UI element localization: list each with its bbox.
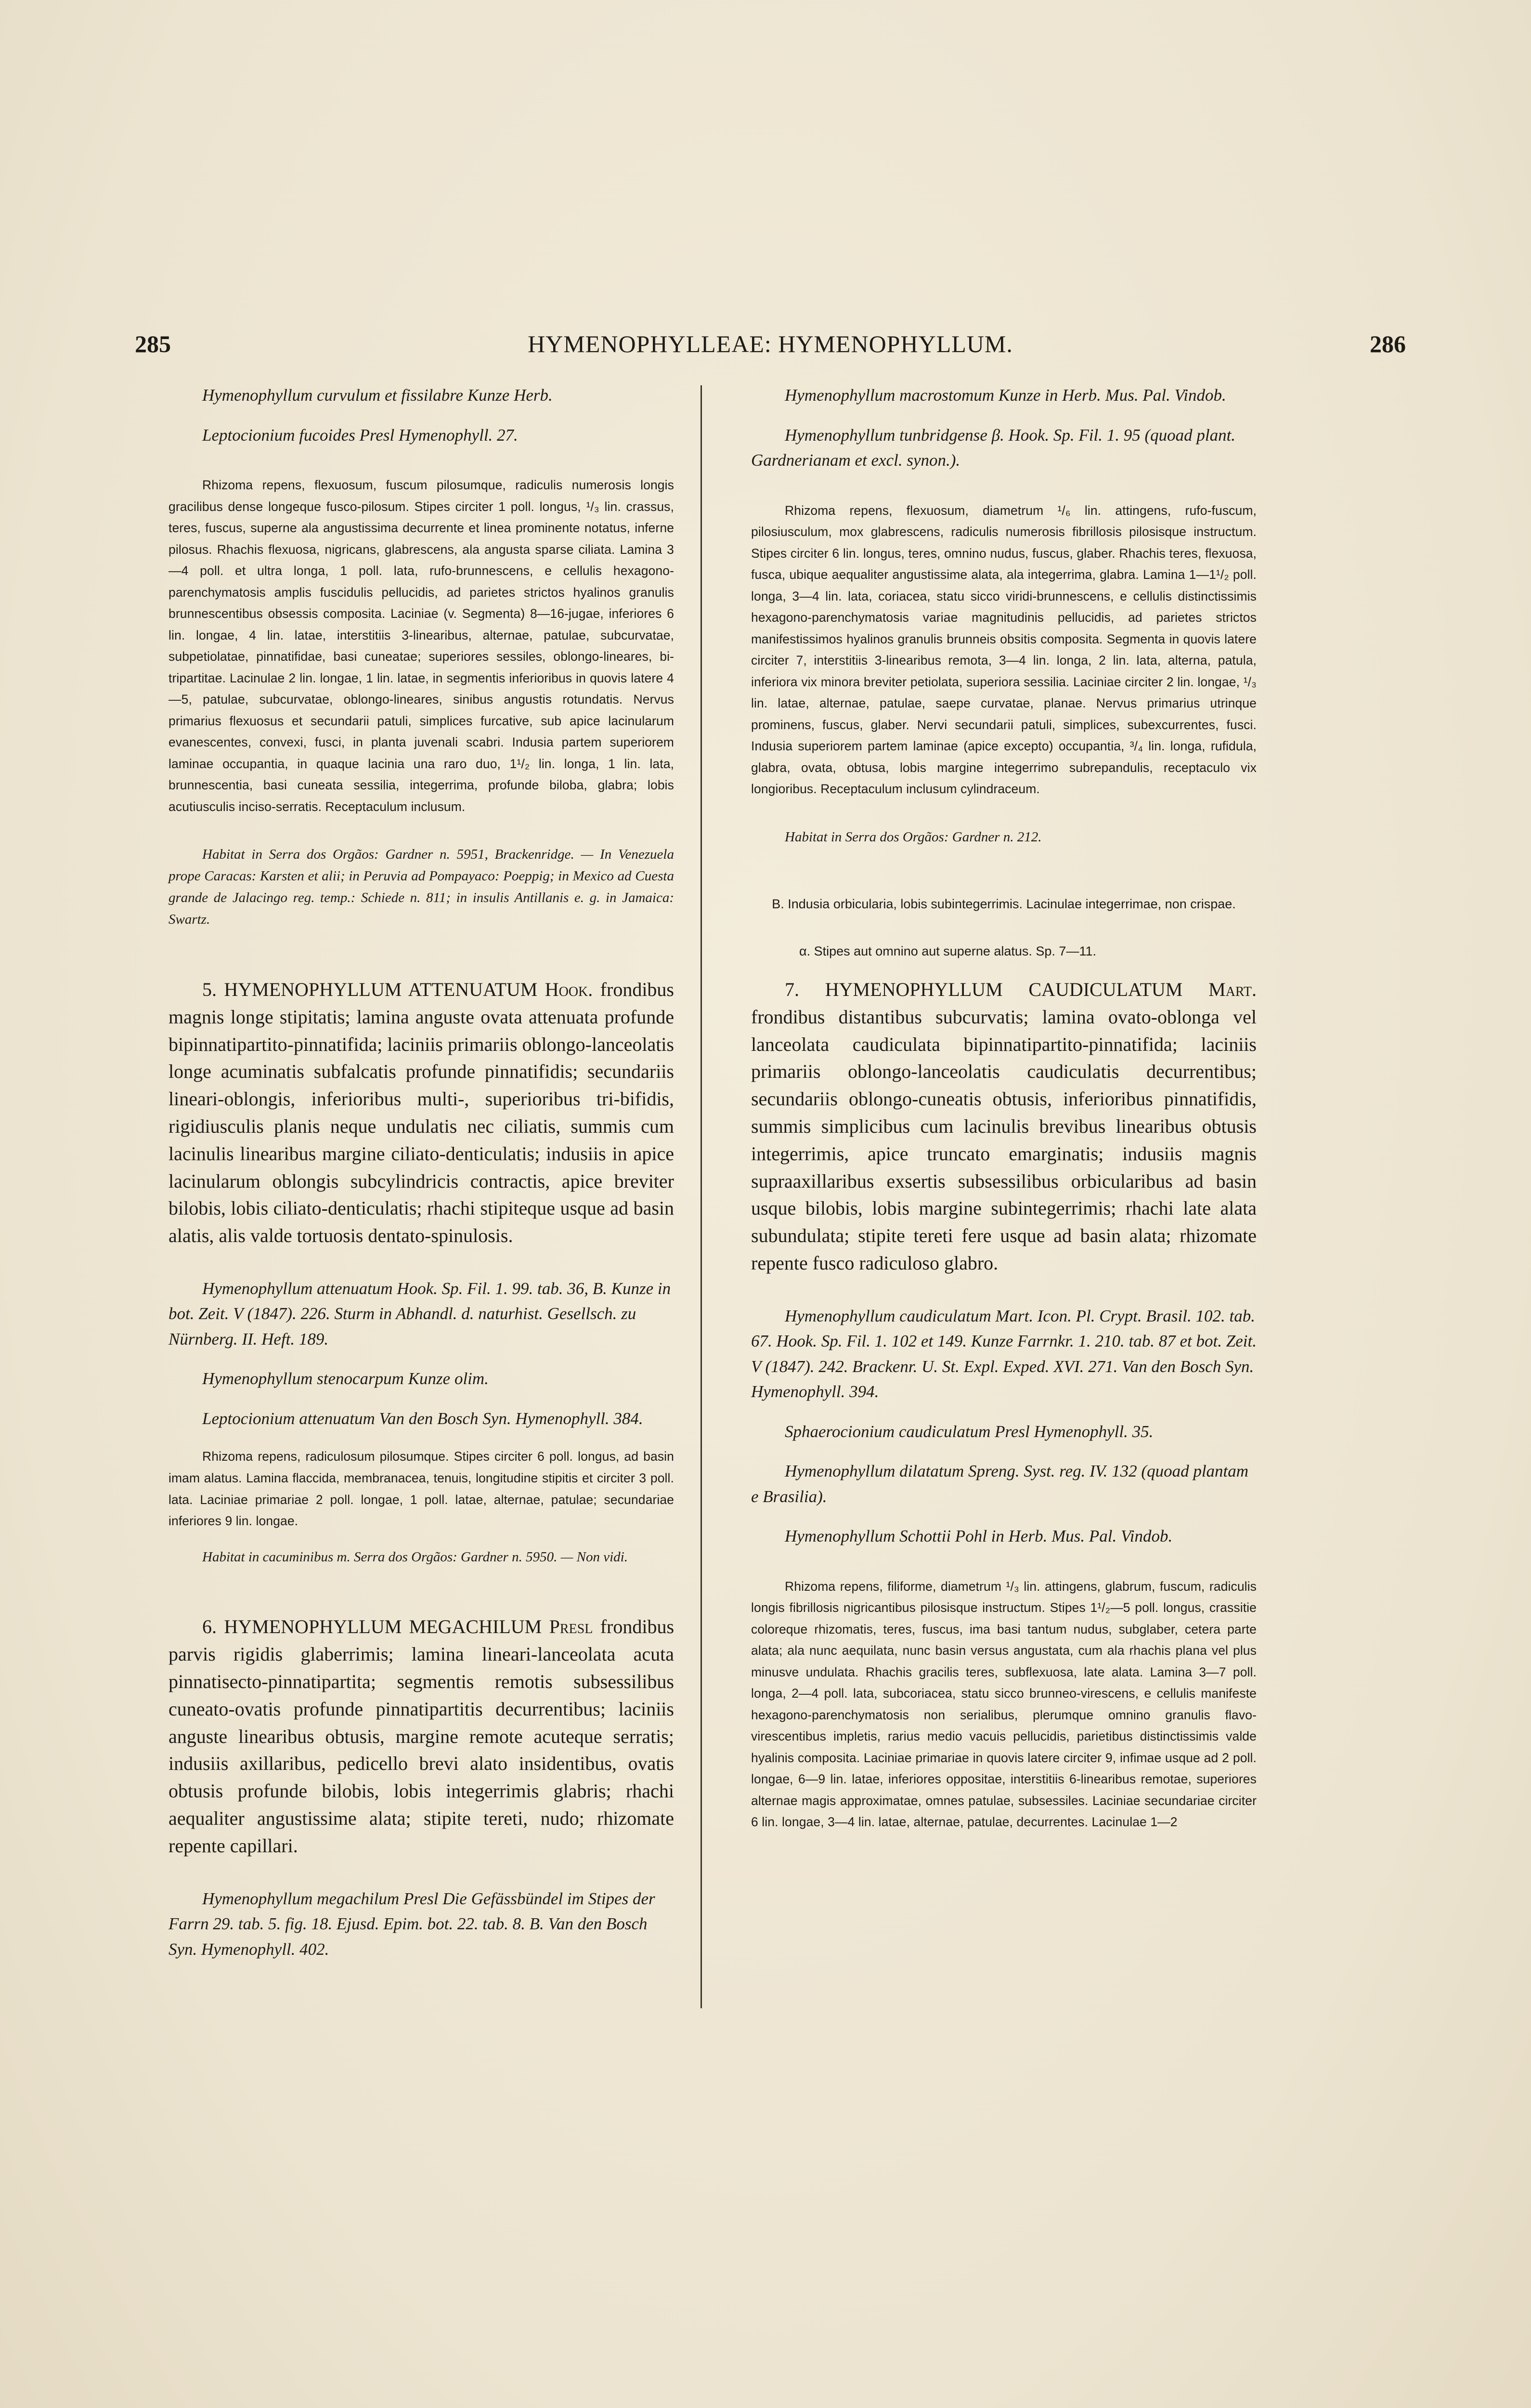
page-number-right: 286 — [1370, 330, 1406, 357]
synonym: Hymenophyllum tunbridgense β. Hook. Sp. Fil. 1. 95 (quoad plant. Gardnerianam et excl. synon.). — [751, 425, 1236, 470]
species-text: frondibus magnis longe stipitatis; lamina anguste ovata attenuata profunde bipinnatipartito-pinnatifida; laciniis primariis oblongo-lanceolatis longe acuminatis subfalcatis profunde pinnatifidis; secundariis lineari-oblongis, inferioribus multi-, superioribus tri-bifidis, rigidiusculis planis neque undulatis nec ciliatis, summis cum lacinulis linearibus margine ciliato-denticulatis; indusiis in apice lacinularum oblongis subcylindricis contractis, apice breviter bilobis, lobis ciliato-denticulatis; rhachi stipiteque usque ad basin alatis, alis valde tortuosis dentato-spinulosis. — [169, 979, 674, 1247]
running-header — [135, 330, 1406, 368]
species-number: 6. — [202, 1616, 217, 1638]
description: Rhizoma repens, flexuosum, diametrum ¹/₆ lin. attingens, rufo-fuscum, pilosiusculum, mox glabrescens, radiculis numerosis fibrillosis pilosisque instructum. Stipes circiter 6 lin. longus, teres, omnino nudus, fuscus, glaber. Rhachis teres, flexuosa, fusca, ubique aequaliter angustissime alata, ala integerrima, glabra. Lamina 1—1¹/₂ poll. longa, 3—4 lin. lata, coriacea, statu sicco viridi-brunnescens, e cellulis distinctissimis hexagono-parenchymatosis variae magnitudinis pellucidis, ad parietes strictos manifestissimos hyalinos granulis brunneis obsitis composita. Segmenta in quovis latere circiter 7, interstitiis 3-linearibus remota, 3—4 lin. longa, 2 lin. lata, alterna, patula, inferiora vix minora breviter petiolata, superiora sessilia. Laciniae circiter 2 lin. longae, ¹/₃ lin. latae, alternae, patulae, saepe curvatae, planae. Nervus primarius utrinque prominens, fuscus, glaber. Nervi secundarii patuli, simplices, subexcurrentes, fusci. Indusia superiorem partem laminae (apice excepto) occupantia, ³/₄ lin. longa, rufidula, glabra, ovata, obtusa, lobis margine integerrimo subrepandulis, receptaculo vix longioribus. Receptaculum inclusum cylindraceum. — [751, 503, 1257, 797]
species-author: Hook. — [545, 979, 593, 1000]
column-divider — [701, 385, 702, 2008]
synonym: Hymenophyllum caudiculatum Mart. Icon. Pl. Crypt. Brasil. 102. tab. 67. Hook. Sp. Fil. 1. 102 et 149. Kunze Farrnkr. 1. 210. tab. 87 et bot. Zeit. V (1847). 242. Brackenr. U. St. Expl. Exped. XVI. 271. Van den Bosch Syn. Hymenophyll. 394. — [751, 1306, 1257, 1401]
running-title: HYMENOPHYLLEAE: HYMENOPHYLLUM. — [528, 330, 1013, 357]
habitat: Habitat in cacuminibus m. Serra dos Orgãos: Gardner n. 5950. — Non vidi. — [202, 1549, 628, 1565]
right-column — [751, 383, 1257, 1833]
synonym: Hymenophyllum megachilum Presl Die Gefässbündel im Stipes der Farrn 29. tab. 5. fig. 18. Ejusd. Epim. bot. 22. tab. 8. B. Van den Bosch Syn. Hymenophyll. 402. — [169, 1889, 655, 1959]
species-number: 7. — [785, 979, 799, 1001]
synonym: Hymenophyllum stenocarpum Kunze olim. — [202, 1369, 489, 1388]
variety-alpha: α. Stipes aut omnino aut superne alatus. Sp. 7—11. — [799, 943, 1096, 958]
synonym: Hymenophyllum attenuatum Hook. Sp. Fil. 1. 99. tab. 36, B. Kunze in bot. Zeit. V (1847). 226. Sturm in Abhandl. d. naturhist. Gesellsch. zu Nürnberg. II. Heft. 189. — [169, 1279, 671, 1348]
species-author: Presl — [549, 1616, 593, 1638]
synonym: Sphaerocionium caudiculatum Presl Hymenophyll. 35. — [785, 1422, 1154, 1441]
species-diagnosis-7 — [751, 976, 1257, 1277]
description: Rhizoma repens, flexuosum, fuscum pilosumque, radiculis numerosis longis gracilibus dense longeque fusco-pilosum. Stipes circiter 1 poll. longus, ¹/₃ lin. crassus, teres, fuscus, superne ala angustissima decurrente et linea prominente notatus, inferne pilosus. Rhachis flexuosa, nigricans, glabrescens, ala angusta sparse ciliata. Lamina 3—4 poll. et ultra longa, 1 poll. lata, rufo-brunnescens, e cellulis hexagono-parenchymatosis amplis fuscidulis pellucidis, ad parietes strictos hyalinos granulis brunnescentibus obsessis composita. Laciniae (v. Segmenta) 8—16-jugae, inferiores 6 lin. longae, 4 lin. latae, interstitiis 3-linearibus, alternae, patulae, subcurvatae, subpetiolatae, pinnatifidae, basi cuneatae; superiores sessiles, oblongo-lineares, bi-tripartitae. Lacinulae 2 lin. longae, 1 lin. latae, in segmentis inferioribus in quovis latere 4—5, patulae, subcurvatae, oblongo-lineares, sinibus angustis rotundatis. Nervus primarius flexuosus et secundarii patuli, simplices furcative, sub apice lacinularum evanescentes, convexi, fusci, in planta juvenali scabri. Indusia partem superiorem laminae occupantia, in quaque lacinia una raro duo, 1¹/₂ lin. longa, 1 lin. lata, brunnescentia, basi cuneata sessilia, integerrima, profunde biloba, glabra; lobis acutiusculis inciso-serratis. Receptaculum inclusum. — [169, 478, 674, 814]
habitat: Habitat in Serra dos Orgãos: Gardner n. 212. — [785, 829, 1042, 845]
species-name: HYMENOPHYLLUM CAUDICULATUM — [825, 979, 1183, 1001]
habitat: Habitat in Serra dos Orgãos: Gardner n. 5951, Brackenridge. — In Venezuela prope Caracas: Karsten et alii; in Peruvia ad Pompayaco: Poeppig; in Mexico ad Cuesta grande de Jalacingo reg. temp.: Schiede n. 811; in insulis Antillanis e. g. in Jamaica: Swartz. — [169, 847, 674, 928]
synonym: Hymenophyllum dilatatum Spreng. Syst. reg. IV. 132 (quoad plantam e Brasilia). — [751, 1462, 1249, 1506]
species-text: frondibus parvis rigidis glaberrimis; lamina lineari-lanceolata acuta pinnatisecto-pinnatipartita; segmentis remotis subsessilibus cuneato-ovatis profunde pinnatipartitis decurrentibus; laciniis anguste linearibus obtusis, margine remote acuteque serratis; indusiis axillaribus, pedicello brevi alato insidentibus, ovatis obtusis profunde bilobis, lobis integerrimis glabris; rhachi aequaliter angustissime alata; stipite tereti, nudo; rhizomate repente capillari. — [169, 1616, 675, 1857]
species-author: Mart. — [1208, 979, 1257, 1001]
description: Rhizoma repens, radiculosum pilosumque. Stipes circiter 6 poll. longus, ad basin imam alatus. Lamina flaccida, membranacea, tenuis, longitudine stipitis et circiter 3 poll. lata. Laciniae primariae 2 poll. longae, 1 poll. latae, alternae, patulae; secundariae inferiores 9 lin. longae. — [169, 1449, 674, 1529]
synonym: Hymenophyllum curvulum et fissilabre Kunze Herb. — [202, 386, 553, 405]
species-diagnosis-5 — [169, 976, 674, 1250]
species-number: 5. — [202, 979, 217, 1000]
species-name: HYMENOPHYLLUM MEGACHILUM — [224, 1616, 542, 1638]
description: Rhizoma repens, filiforme, diametrum ¹/₃ lin. attingens, glabrum, fuscum, radiculis longis fibrillosis nigricantibus pilosisque instructum. Stipes 1¹/₂—5 poll. longus, crassitie coloreque rhizomatis, teres, fuscus, ima basi tantum nudus, subglaber, cetera parte alata; ala nunc aequilata, nunc basin versus angustata, cum ala rhachis plana vel plus minusve undulata. Rhachis gracilis teres, subflexuosa, late alata. Lamina 3—7 poll. longa, 2—4 poll. lata, subcoriacea, statu sicco brunneo-virescens, e cellulis manifeste hexagono-parenchymatosis non serialibus, plerumque omnino granulis flavo-virescentibus impletis, rarius medio vacuis pellucidis, parietibus distinctissimis valde hyalinis composita. Laciniae primariae in quovis latere circiter 9, infimae usque ad 2 poll. longae, 6—9 lin. latae, inferiores oppositae, interstitiis 6-linearibus remotae, superiores alternae magis approximatae, omnes patulae, subsessiles. Laciniae secundariae circiter 6 lin. longae, 3—4 lin. latae, alternae, patulae, decurrentes. Lacinulae 1—2 — [751, 1579, 1257, 1830]
variety-b: B. Indusia orbicularia, lobis subintegerrimis. Lacinulae integerrimae, non crispae. — [772, 896, 1236, 911]
species-text: frondibus distantibus subcurvatis; lamina ovato-oblonga vel lanceolata caudiculata bipinnatipartito-pinnatifida; laciniis primariis oblongo-lanceolatis caudiculatis decurrentibus; secundariis oblongo-cuneatis obtusis, inferioribus pinnatifidis, summis simplicibus cum lacinulis brevibus linearibus obtusis integerrimis, apice truncato emarginatis; indusiis magnis supraaxillaribus exsertis subsessilibus orbicularibus ad basin usque bilobis, lobis margine subintegerrimis; rhachi late alata subundulata; stipite tereti fere usque ad basin alata; rhizomate repente fusco radiculoso glabro. — [751, 1006, 1257, 1274]
synonym: Leptocionium fucoides Presl Hymenophyll. 27. — [202, 425, 518, 445]
page-number-left: 285 — [135, 330, 171, 357]
species-name: HYMENOPHYLLUM ATTENUATUM — [224, 979, 538, 1000]
synonym: Leptocionium attenuatum Van den Bosch Syn. Hymenophyll. 384. — [202, 1409, 643, 1428]
synonym: Hymenophyllum Schottii Pohl in Herb. Mus. Pal. Vindob. — [785, 1527, 1173, 1546]
species-diagnosis-6 — [169, 1613, 674, 1859]
left-column — [169, 383, 674, 1962]
synonym: Hymenophyllum macrostomum Kunze in Herb. Mus. Pal. Vindob. — [785, 386, 1226, 405]
